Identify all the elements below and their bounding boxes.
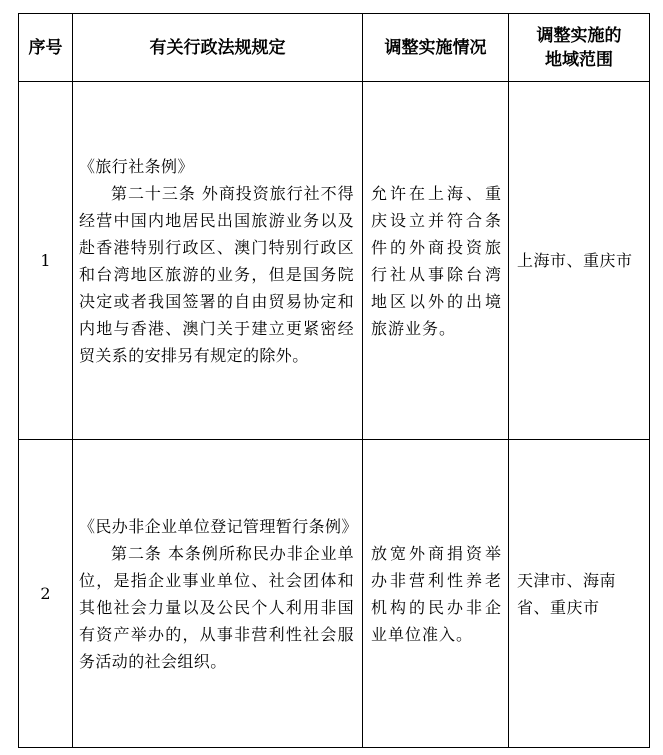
header-adjustment: 调整实施情况 [363, 14, 509, 82]
regulation-title: 《民办非企业单位登记管理暂行条例》 [79, 516, 358, 536]
row-index: 1 [19, 82, 73, 440]
adjustment-cell: 放宽外商捐资举办非营利性养老机构的民办非企业单位准入。 [363, 440, 509, 748]
regulation-cell [73, 82, 363, 440]
adjustment-cell: 允许在上海、重庆设立并符合条件的外商投资旅行社从事除台湾地区以外的出境旅游业务。 [363, 82, 509, 440]
regulation-article: 第二条 本条例所称民办非企业单位，是指企业事业单位、社会团体和其他社会力量以及公民个人利用非国有资产举办的，从事非营利性社会服务活动的社会组织。 [79, 543, 354, 671]
regulation-title: 《旅行社条例》 [79, 156, 194, 176]
region-cell: 上海市、重庆市 [509, 82, 650, 440]
region-cell: 天津市、海南省、重庆市 [509, 440, 650, 748]
table-row [19, 82, 650, 440]
table-header-row [19, 14, 650, 82]
row-index: 2 [19, 440, 73, 748]
regulation-article: 第二十三条 外商投资旅行社不得经营中国内地居民出国旅游业务以及赴香港特别行政区、澳门特别行政区和台湾地区旅游的业务，但是国务院决定或者我国签署的自由贸易协定和内地与香港、澳门关于建立更紧密经贸关系的安排另有规定的除外。 [79, 183, 354, 365]
regulation-cell [73, 440, 363, 748]
header-region: 调整实施的地域范围 [509, 14, 650, 82]
regulation-adjustment-table [18, 13, 650, 748]
table-row [19, 440, 650, 748]
header-index: 序号 [19, 14, 73, 82]
header-regulation: 有关行政法规规定 [73, 14, 363, 82]
